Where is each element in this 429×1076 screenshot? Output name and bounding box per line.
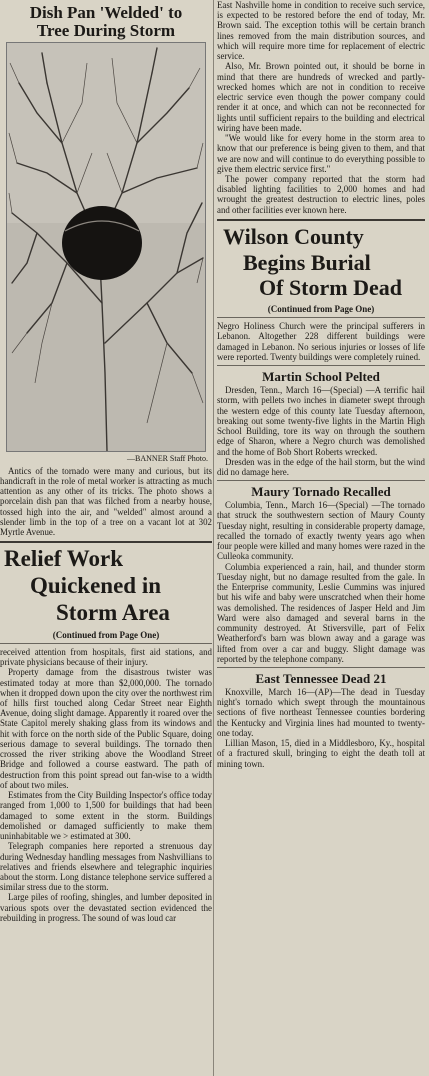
maury-paragraph: Columbia, Tenn., March 16—(Special) —The tornado that struck the southwestern section of Maury County Tuesday night, resulting in considerable property damage, recalled the tornado of exactly twenty years ago when four people were killed and many homes were razed in the Culleoka community. [217, 500, 425, 562]
wilson-paragraph: Negro Holiness Church were the principal sufferers in Lebanon. Altogether 228 different buildings were damaged in Lebanon. No serious injuries or losses of life were reported. Twenty buildings were completely ruined. [217, 321, 425, 362]
relief-rule [0, 643, 212, 644]
power-paragraph: The power company reported that the storm had disabled lighting facilities to 2,000 homes and had wrought the greatest destruction to electric lines, poles and other facilities ever known here. [217, 173, 425, 215]
martin-paragraph: Dresden, Tenn., March 16—(Special) —A terrific hail storm, with pellets two inches in diameter swept through the western edge of this county late Tuesday afternoon, breaking out some twenty-five lights in the Martin High School Building, tore its way on through the southern edge of Sharon, where a Negro church was demolished and the home of Bob Short Roberts wrecked. [217, 385, 425, 457]
tree-dish-pan-photo [6, 42, 206, 452]
tree-photo-image [7, 43, 205, 451]
left-column [0, 0, 212, 923]
relief-headline-line3: Storm Area [56, 599, 170, 625]
dish-pan-headline-line1: Dish Pan 'Welded' to [29, 3, 183, 22]
maury-headline: Maury Tornado Recalled [251, 484, 391, 500]
relief-paragraph: Estimates from the City Building Inspector's office today ranged from 1,000 to 1,500 for buildings that had been damaged to some extent in the storm. Buildings demolished or damaged sufficiently to make them uninhabitable we > estimated at 300. [0, 790, 212, 842]
column-divider [213, 0, 214, 1076]
section-rule [0, 541, 212, 543]
relief-paragraph: Large piles of roofing, shingles, and lumber deposited in various spots over the devastated section evidenced the rebuilding in progress. The sound of was loud car [0, 892, 212, 923]
wilson-continued-label: (Continued from Page One) [267, 304, 375, 315]
right-column [217, 0, 425, 769]
east-tennessee-paragraph: Lillian Mason, 15, died in a Middlesboro, Ky., hospital of a fractured skull, bringing to eight the death toll at mining town. [217, 738, 425, 769]
relief-paragraph: Telegraph companies here reported a strenuous day during Wednesday handling messages from Nashvillians to relatives and friends elsewhere and telegraphic inquiries about the storm. Long distance telephone service suffered a similar stress due to the storm. [0, 841, 212, 893]
power-paragraph: East Nashville home in condition to receive such service, is expected to be restored before the end of today, Mr. Brown said. The exception tothis will be certain branch lines removed from the main distribution sources, and which will require more time for replacement of electric service. [217, 0, 425, 62]
wilson-headline-line2: Begins Burial [243, 249, 371, 275]
section-rule [217, 365, 425, 366]
maury-paragraph: Columbia experienced a rain, hail, and thunder storm Tuesday night, but no damage resulted from the gale. In the Enterprise community, Leslie Cummins was injured but his wife and baby were unscratched when their home was demolished. The residences of Jasper Held and Jim Ward were also damaged and several barns in the community destroyed. At Stiversville, part of Felix Weatherford's barn was blown away and a garage was lifted from over a car and buggy. Slight damage was reported by the telephone company. [217, 561, 425, 664]
photo-caption: Antics of the tornado were many and curious, but its handicraft in the role of metal worker is attracting as much attention as any other of its tricks. The photo shows a porcelain dish pan that was filched from a nearby house, tossed high into the air, and "welded" almost around a slender limb in the top of a tree on a vacant lot at 302 Myrtle Avenue. [0, 465, 212, 538]
relief-headline-line2: Quickened in [30, 573, 162, 599]
section-rule [217, 667, 425, 668]
power-paragraph: Also, Mr. Brown pointed out, it should be borne in mind that there are hundreds of wrecked and partly-wrecked homes which are not in condition to receive electric service even though the power company could render it at once, and which can not be reconnected for lights until sufficient repairs to the building and electrical wiring have been made. [217, 61, 425, 133]
martin-paragraph: Dresden was in the edge of the hail storm, but the wind did no damage here. [217, 456, 425, 477]
relief-paragraph: received attention from hospitals, first aid stations, and private physicians because of their injury. [0, 646, 212, 668]
wilson-headline-line3: Of Storm Dead [259, 275, 402, 301]
martin-headline: Martin School Pelted [262, 369, 380, 385]
wilson-rule [217, 317, 425, 318]
dish-pan-headline-line2: Tree During Storm [36, 20, 176, 40]
dish-pan-shape [62, 206, 142, 280]
section-rule [217, 480, 425, 481]
east-tennessee-paragraph: Knoxville, March 16—(AP)—The dead in Tuesday night's tornado which swept through the mountainous sections of five northeast Tennessee counties bordering the Kentucky and Virginia lines had mounted to twenty-one today. [217, 686, 425, 738]
relief-headline-line1: Relief Work [4, 546, 124, 572]
wilson-headline-line1: Wilson County [223, 223, 364, 249]
power-paragraph: "We would like for every home in the storm area to know that our preference is being given to them, and that we are now and will continue to do everything possible to give them electric service first." [217, 133, 425, 174]
photo-credit: —BANNER Staff Photo. [127, 453, 208, 463]
relief-paragraph: Property damage from the disastrous twister was estimated today at more than $2,000,000. The tornado when it dropped down upon the city over the northwest rim of hills first touched along Cedar Street near Eighth Avenue, doing slight damage. Apparently it roared over the State Capitol merely shaking glass from its windows and hit with force on the north side of the Public Square, doing serious damage to several buildings. The tornado then crossed the river striking above the Woodland Street Bridge and followed a course eastward. The path of destruction from this point spread out fan-wise to a width of about two miles. [0, 667, 212, 790]
east-tennessee-headline: East Tennessee Dead 21 [255, 670, 387, 686]
section-rule [217, 219, 425, 221]
relief-continued-label: (Continued from Page One) [52, 629, 160, 640]
